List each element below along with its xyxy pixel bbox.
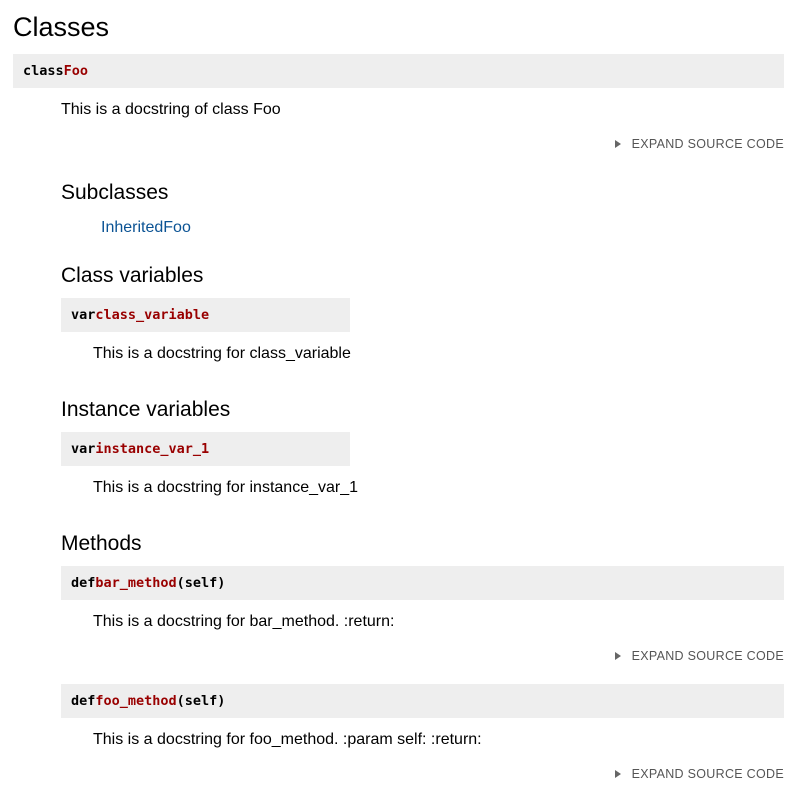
def-keyword: def (71, 693, 96, 709)
expand-source-button-bar-method[interactable] (615, 649, 784, 663)
method-signature-bar-method (61, 566, 784, 600)
def-keyword: def (71, 575, 96, 591)
method-docstring-bar-method: This is a docstring for bar_method. :return: (93, 613, 395, 630)
triangle-right-icon (615, 770, 621, 778)
class-variable-signature (61, 298, 350, 332)
instance-variable-signature (61, 432, 350, 466)
class-variables-title: Class variables (61, 264, 204, 287)
triangle-right-icon (615, 140, 621, 148)
class-variable-name: class_variable (95, 307, 210, 323)
expand-source-button-class[interactable] (615, 137, 784, 151)
expand-source-label: EXPAND SOURCE CODE (631, 767, 784, 781)
methods-title: Methods (61, 532, 142, 555)
instance-variable-docstring: This is a docstring for instance_var_1 (93, 479, 359, 496)
var-keyword: var (71, 307, 96, 323)
method-docstring-foo-method: This is a docstring for foo_method. :param self: :return: (93, 731, 482, 748)
triangle-right-icon (615, 652, 621, 660)
class-keyword: class (23, 63, 64, 79)
expand-source-label: EXPAND SOURCE CODE (631, 649, 784, 663)
instance-variables-title: Instance variables (61, 398, 231, 421)
class-docstring: This is a docstring of class Foo (61, 101, 281, 118)
subclasses-title: Subclasses (61, 181, 169, 204)
expand-source-label: EXPAND SOURCE CODE (631, 137, 784, 151)
section-title-classes: Classes (13, 12, 110, 42)
var-keyword: var (71, 441, 96, 457)
method-args: (self) (176, 575, 226, 591)
expand-source-button-foo-method[interactable] (615, 767, 784, 781)
instance-variable-name: instance_var_1 (95, 441, 210, 457)
class-signature (13, 54, 784, 88)
method-signature-foo-method (61, 684, 784, 718)
method-name: foo_method (95, 693, 177, 709)
method-name: bar_method (95, 575, 177, 591)
class-name: Foo (63, 63, 89, 79)
class-variable-docstring: This is a docstring for class_variable (93, 345, 351, 362)
subclass-link-inheritedfoo[interactable]: InheritedFoo (101, 219, 191, 236)
method-args: (self) (176, 693, 226, 709)
